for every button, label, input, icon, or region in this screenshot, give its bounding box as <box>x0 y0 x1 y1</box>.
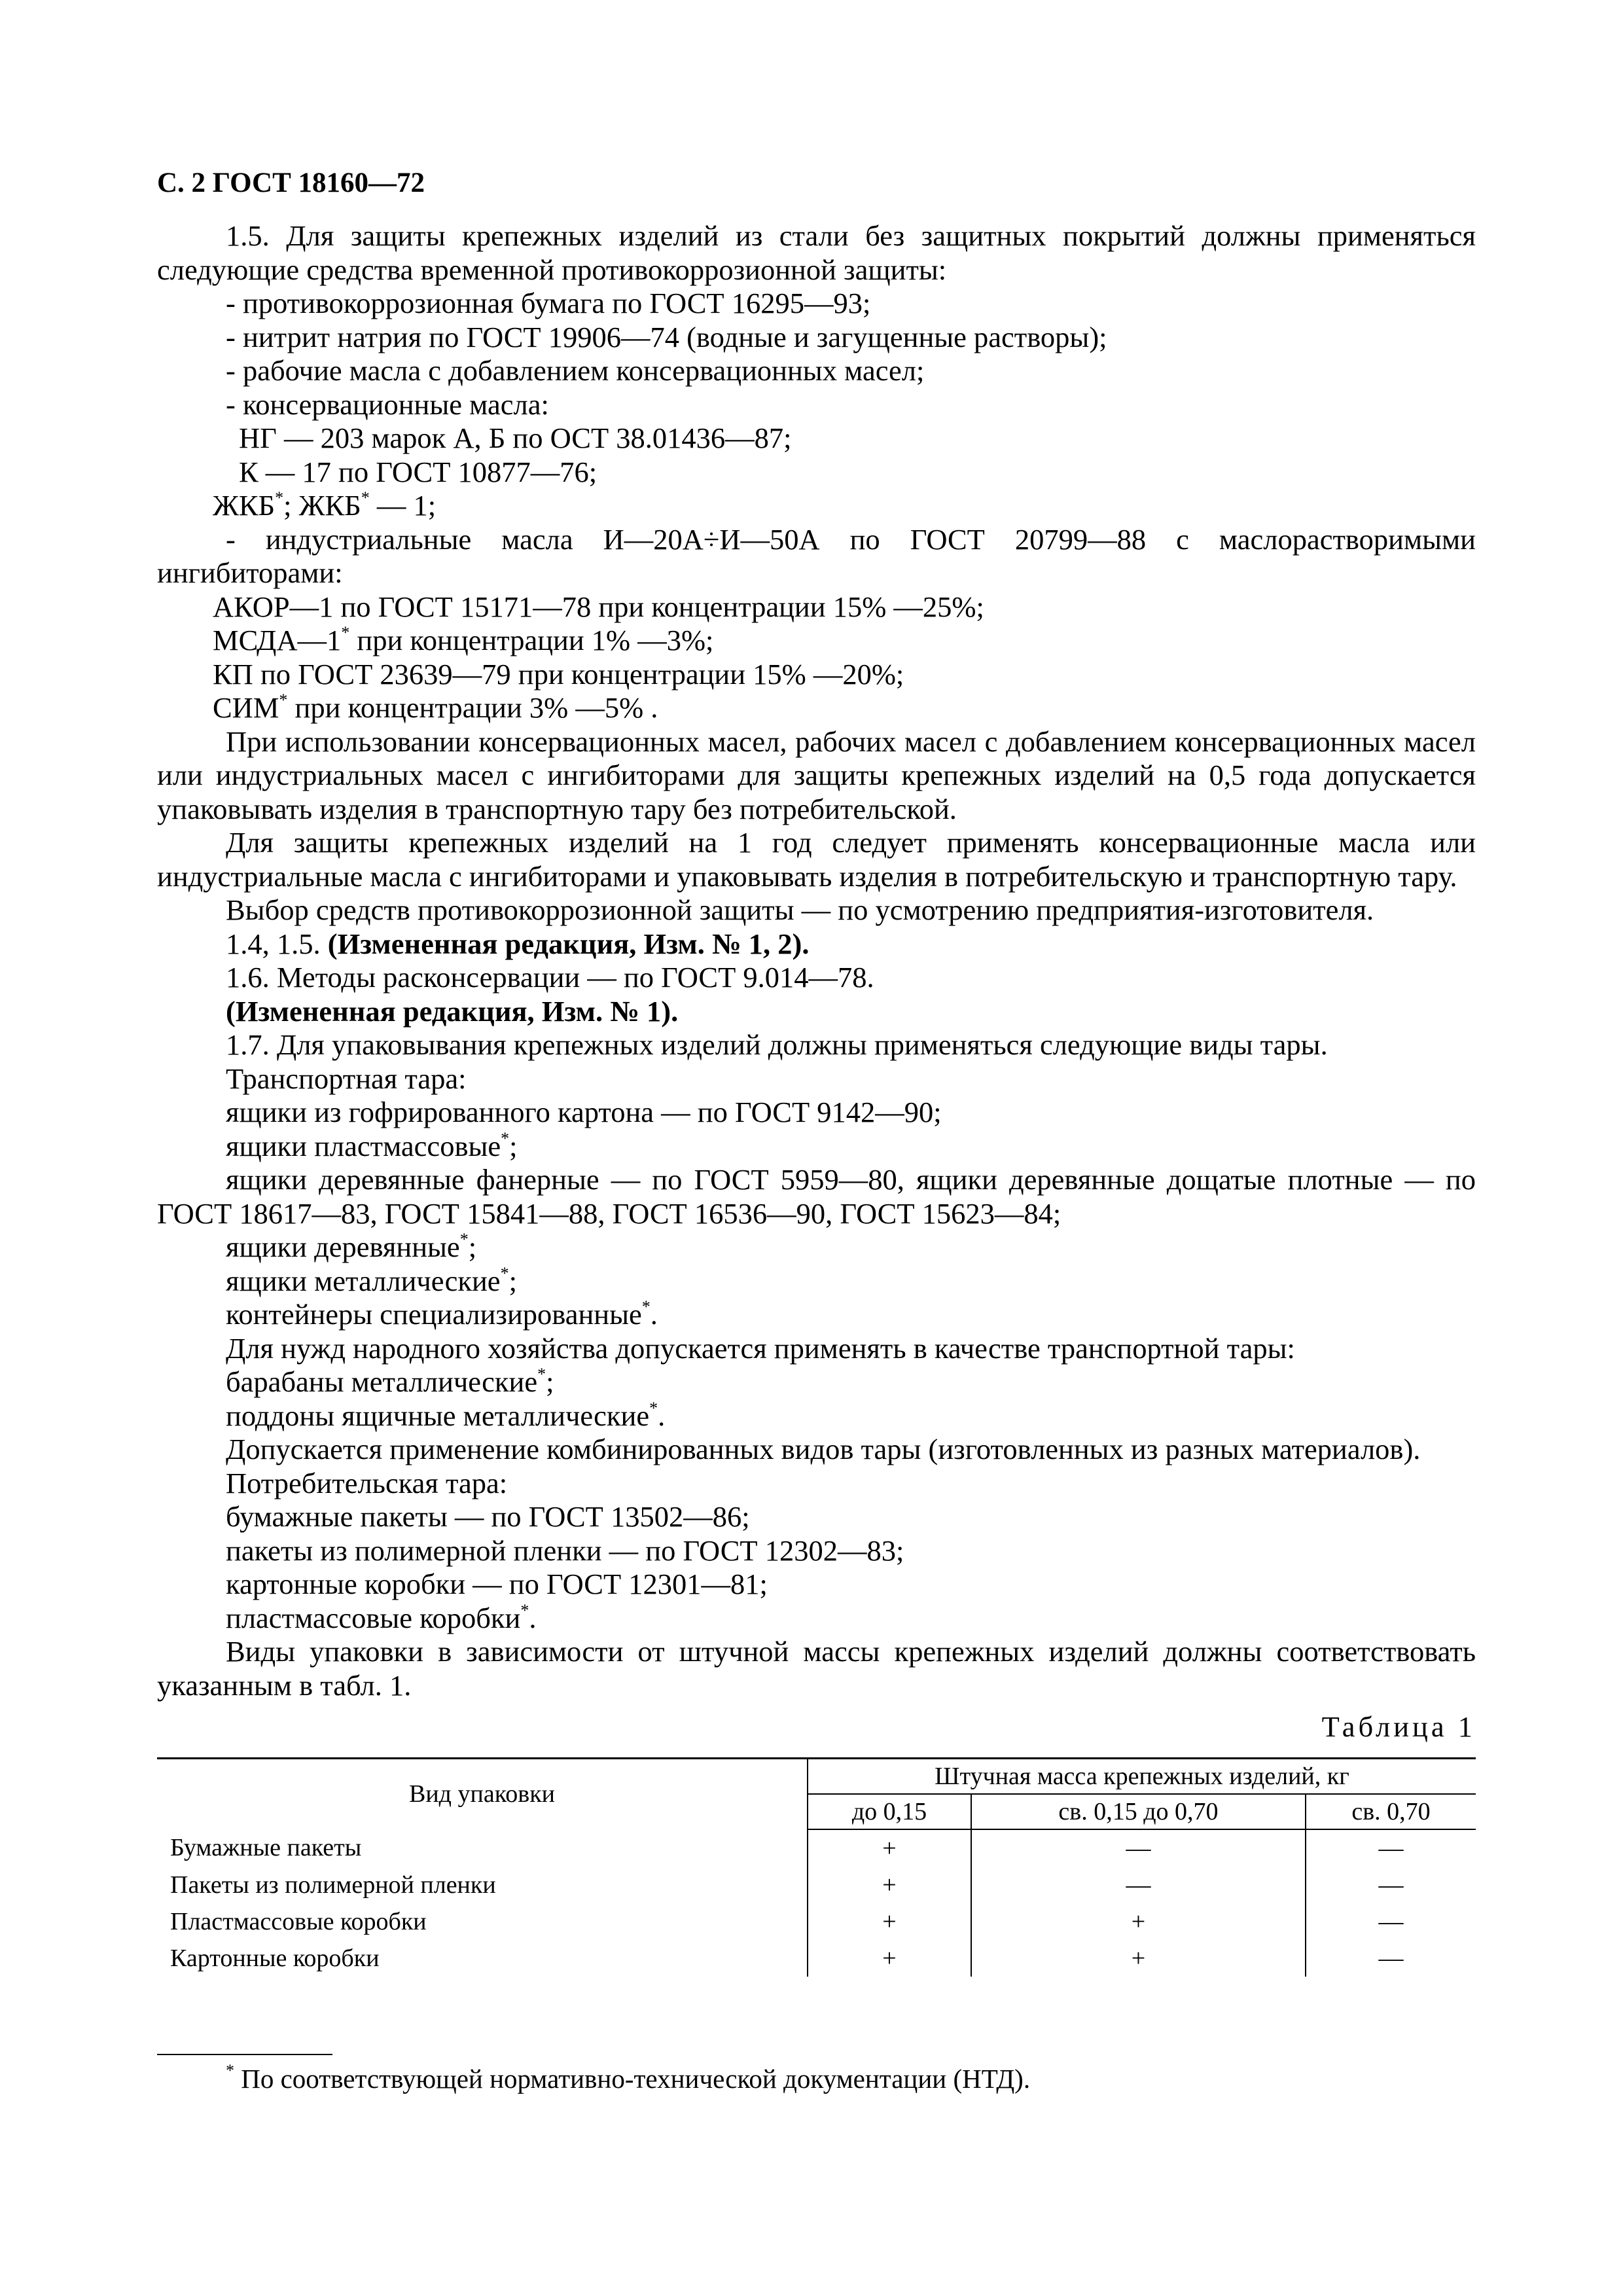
footnote <box>226 2063 1030 2094</box>
table-cell: + <box>971 1940 1306 1977</box>
footnote-divider <box>157 2054 332 2055</box>
paragraph: Для нужд народного хозяйства допускается применять в качестве транспортной тары: <box>226 1331 1295 1365</box>
list-item: - индустриальные масла И—20А÷И—50А по ГОСТ 20799—88 с маслорастворимыми ингибиторами: <box>157 522 1476 589</box>
subheading: Транспортная тара: <box>226 1062 467 1095</box>
inhibitor-item: МСДА—1* при концентрации 1% —3%; <box>213 623 714 656</box>
list-item: ящики деревянные*; <box>226 1230 477 1263</box>
page-header: С. 2 ГОСТ 18160—72 <box>157 168 425 198</box>
table-cell: + <box>808 1867 971 1903</box>
table-cell: Бумажные пакеты <box>157 1829 808 1867</box>
table-cell: + <box>808 1940 971 1977</box>
list-item: пластмассовые коробки*. <box>226 1600 537 1634</box>
list-item: - нитрит натрия по ГОСТ 19906—74 (водные и загущенные растворы); <box>226 320 1107 353</box>
revision-note: (Измененная редакция, Изм. № 1). <box>226 994 679 1028</box>
table-cell: — <box>1378 1907 1404 1935</box>
paragraph: Виды упаковки в зависимости от штучной массы крепежных изделий должны соответствовать указанным в табл. 1. <box>157 1635 1476 1702</box>
list-item: барабаны металлические*; <box>226 1365 554 1398</box>
column-header: до 0,15 <box>808 1794 971 1829</box>
footnote-text: По соответствующей нормативно-технической документации (НТД). <box>234 2064 1031 2094</box>
section-1-7-intro: 1.7. Для упаковывания крепежных изделий должны применяться следующие виды тары. <box>226 1028 1328 1061</box>
column-header: св. 0,15 до 0,70 <box>971 1794 1306 1829</box>
paragraph: Допускается применение комбинированных видов тары (изготовленных из разных материалов). <box>226 1433 1421 1465</box>
list-item: бумажные пакеты — по ГОСТ 13502—86; <box>226 1500 750 1533</box>
table-row <box>157 1903 1476 1940</box>
list-item: - консервационные масла: <box>226 387 549 421</box>
list-item: ящики пластмассовые*; <box>226 1128 518 1162</box>
oil-item: ЖКБ*; ЖКБ* — 1; <box>213 488 437 522</box>
table-cell: — <box>971 1867 1306 1903</box>
table-cell: — <box>971 1829 1306 1867</box>
table-cell: — <box>1378 1944 1404 1972</box>
subheading: Потребительская тара: <box>226 1466 508 1499</box>
list-item: пакеты из полимерной пленки — по ГОСТ 12302—83; <box>226 1534 904 1567</box>
table-cell: Картонные коробки <box>157 1940 808 1977</box>
section-1-6: 1.6. Методы расконсервации — по ГОСТ 9.014—78. <box>226 961 874 994</box>
list-item: ящики металлические*; <box>226 1263 517 1297</box>
column-group-header: Штучная масса крепежных изделий, кг <box>808 1758 1476 1794</box>
section-1-5-intro: 1.5. Для защиты крепежных изделий из стали без защитных покрытий должны применяться следующие средства временной противокоррозионной защиты: <box>157 219 1476 286</box>
paragraph: Выбор средств противокоррозионной защиты — по усмотрению предприятия-изготовителя. <box>226 893 1374 926</box>
oil-item: НГ — 203 марок А, Б по ОСТ 38.01436—87; <box>239 422 792 454</box>
column-header: св. 0,70 <box>1306 1794 1476 1829</box>
inhibitor-item: КП по ГОСТ 23639—79 при концентрации 15% —20%; <box>213 657 904 691</box>
packaging-table <box>157 1757 1476 1977</box>
list-item: поддоны ящичные металлические*. <box>226 1398 666 1432</box>
list-item: картонные коробки — по ГОСТ 12301—81; <box>226 1568 768 1600</box>
table-cell: Пластмассовые коробки <box>157 1903 808 1940</box>
table-cell: — <box>1378 1834 1404 1862</box>
table-cell: — <box>1378 1871 1404 1899</box>
inhibitor-item: АКОР—1 по ГОСТ 15171—78 при концентрации 15% —25%; <box>213 590 984 623</box>
list-item: - рабочие масла с добавлением консервационных масел; <box>226 354 925 387</box>
inhibitor-item: СИМ* при концентрации 3% —5% . <box>213 691 658 724</box>
paragraph: При использовании консервационных масел, рабочих масел с добавлением консервационных масел или индустриальных масел с ингибиторами для защиты крепежных изделий на 0,5 года допускается упаковывать изделия в транспортную тару без потребительской. <box>157 725 1476 825</box>
table-cell: Пакеты из полимерной пленки <box>157 1867 808 1903</box>
table-row <box>157 1867 1476 1903</box>
list-item: ящики из гофрированного картона — по ГОСТ 9142—90; <box>226 1096 942 1128</box>
document-body <box>157 219 1476 1977</box>
revision-note: 1.4, 1.5. (Измененная редакция, Изм. № 1, 2). <box>226 927 810 960</box>
table-row <box>157 1829 1476 1867</box>
paragraph: Для защиты крепежных изделий на 1 год следует применять консервационные масла или индустриальные масла с ингибиторами и упаковывать изделия в потребительскую и транспортную тару. <box>157 826 1476 893</box>
list-item: ящики деревянные фанерные — по ГОСТ 5959—80, ящики деревянные дощатые плотные — по ГОСТ 18617—83, ГОСТ 15841—88, ГОСТ 16536—90, ГОСТ 15623—84; <box>157 1163 1476 1230</box>
oil-item: К — 17 по ГОСТ 10877—76; <box>239 455 597 488</box>
footnote-mark: * <box>226 2061 234 2080</box>
column-header-packaging: Вид упаковки <box>157 1758 808 1829</box>
table-cell: + <box>808 1829 971 1867</box>
table-cell: + <box>808 1903 971 1940</box>
table-cell: + <box>971 1903 1306 1940</box>
list-item: - противокоррозионная бумага по ГОСТ 16295—93; <box>226 287 871 319</box>
list-item: контейнеры специализированные*. <box>226 1297 658 1331</box>
table-row <box>157 1940 1476 1977</box>
table-caption: Таблица 1 <box>1321 1710 1476 1743</box>
